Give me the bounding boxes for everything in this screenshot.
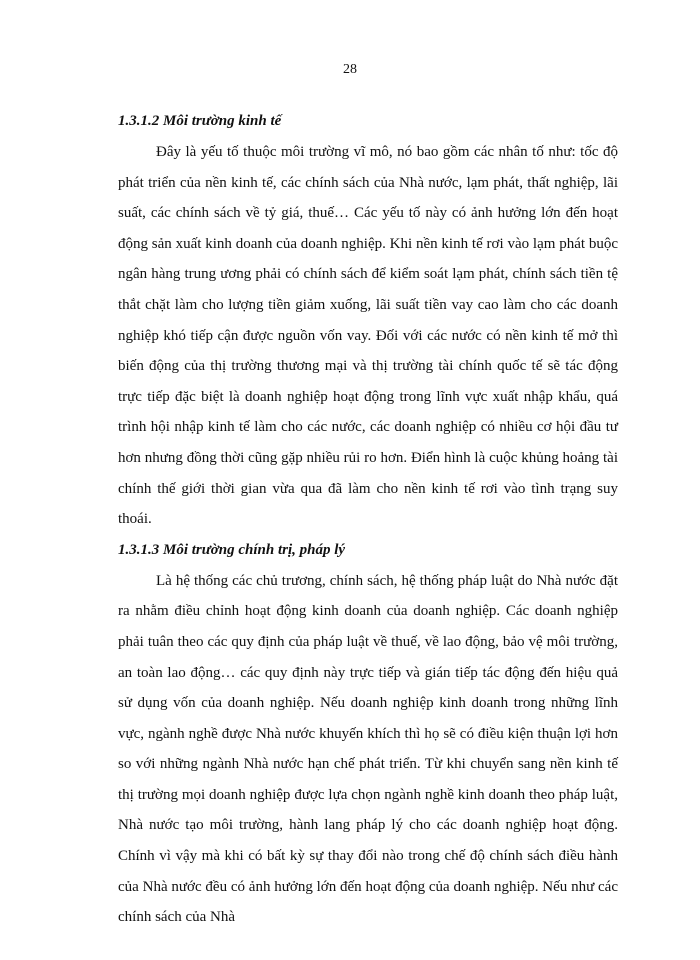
section-heading-political-legal-environment: 1.3.1.3 Môi trường chính trị, pháp lý	[118, 541, 346, 558]
section-paragraph-economic-environment: Đây là yếu tố thuộc môi trường vĩ mô, nó bao gồm các nhân tố như: tốc độ phát triển của nền kinh tế, các chính sách của Nhà nước, lạm phát, thất nghiệp, lãi suất, các chính sách về tỷ giá, thuế… Các yếu tố này có ảnh hưởng lớn đến hoạt động sản xuất kinh doanh của doanh nghiệp. Khi nền kinh tế rơi vào lạm phát buộc ngân hàng trung ương phải có chính sách để kiểm soát lạm phát, chính sách tiền tệ thắt chặt làm cho lượng tiền giảm xuống, lãi suất tiền vay cao làm cho các doanh nghiệp khó tiếp cận được nguồn vốn vay. Đối với các nước có nền kinh tế mở thì biến động của thị trường thương mại và thị trường tài chính quốc tế sẽ tác động trực tiếp đặc biệt là doanh nghiệp hoạt động trong lĩnh vực xuất nhập khẩu, quá trình hội nhập kinh tế làm cho các nước, các doanh nghiệp có nhiều cơ hội đầu tư hơn nhưng đồng thời cũng gặp nhiều rủi ro hơn. Điển hình là cuộc khủng hoảng tài chính thế giới thời gian vừa qua đã làm cho nền kinh tế rơi vào tình trạng suy thoái.	[118, 144, 618, 528]
document-body	[118, 106, 618, 933]
section-paragraph-political-legal-environment: Là hệ thống các chủ trương, chính sách, hệ thống pháp luật do Nhà nước đặt ra nhằm điều chỉnh hoạt động kinh doanh của doanh nghiệp. Các doanh nghiệp phải tuân theo các quy định của pháp luật về thuế, về lao động, bảo vệ môi trường, an toàn lao động… các quy định này trực tiếp và gián tiếp tác động đến hiệu quả sử dụng vốn của doanh nghiệp. Nếu doanh nghiệp kinh doanh trong những lĩnh vực, ngành nghề được Nhà nước khuyến khích thì họ sẽ có điều kiện thuận lợi hơn so với những ngành Nhà nước hạn chế phát triển. Từ khi chuyển sang nền kinh tế thị trường mọi doanh nghiệp được lựa chọn ngành nghề kinh doanh theo pháp luật, Nhà nước tạo môi trường, hành lang pháp lý cho các doanh nghiệp hoạt động. Chính vì vậy mà khi có bất kỳ sự thay đổi nào trong chế độ chính sách điều hành của Nhà nước đều có ảnh hưởng lớn đến hoạt động của doanh nghiệp. Nếu như các chính sách của Nhà	[118, 572, 618, 926]
page-number: 28	[343, 62, 357, 77]
section-heading-economic-environment: 1.3.1.2 Môi trường kinh tế	[118, 113, 282, 129]
